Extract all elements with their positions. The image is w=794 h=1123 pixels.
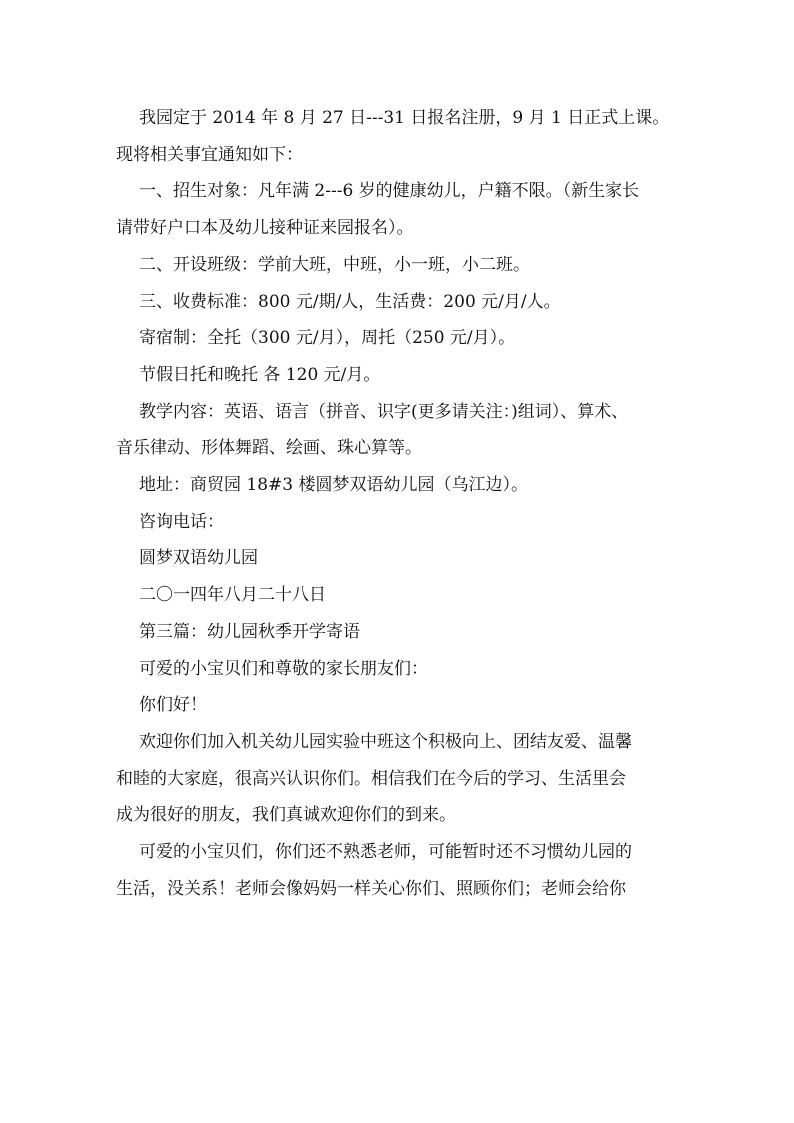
paragraph-line: 现将相关事宜通知如下：: [116, 144, 303, 165]
paragraph-salutation: 可爱的小宝贝们和尊敬的家长朋友们：: [139, 658, 428, 679]
paragraph-address: 地址：商贸园 18#3 楼圆梦双语幼儿园（乌江边）。: [139, 475, 528, 496]
paragraph-line: 和睦的大家庭，很高兴认识你们。相信我们在今后的学习、生活里会: [116, 768, 626, 789]
paragraph-line: 生活，没关系！老师会像妈妈一样关心你们、照顾你们；老师会给你: [116, 878, 626, 899]
paragraph-welcome: [116, 724, 682, 834]
paragraph-phone: 咨询电话：: [139, 511, 224, 532]
paragraph-line: 可爱的小宝贝们，你们还不熟悉老师，可能暂时还不习惯幼儿园的: [139, 842, 632, 863]
paragraph-children-message: [116, 834, 682, 907]
paragraph-line: 欢迎你们加入机关幼儿园实验中班这个积极向上、团结友爱、温馨: [139, 731, 632, 752]
paragraph-fees: 三、收费标准：800 元/期/人，生活费：200 元/月/人。: [139, 291, 561, 312]
paragraph-registration: [116, 100, 682, 173]
paragraph-line: 请带好户口本及幼儿接种证来园报名）。: [116, 218, 414, 239]
paragraph-signature: 圆梦双语幼儿园: [139, 548, 258, 569]
paragraph-date: 二〇一四年八月二十八日: [139, 585, 326, 606]
paragraph-holiday-care: 节假日托和晚托 各 120 元/月。: [139, 364, 381, 385]
paragraph-line: 教学内容：英语、语言（拼音、识字(更多请关注：)组词）、算术、: [139, 401, 629, 422]
paragraph-classes: 二、开设班级：学前大班，中班，小一班，小二班。: [139, 254, 530, 275]
paragraph-line: 一、招生对象：凡年满 2---6 岁的健康幼儿，户籍不限。（新生家长: [139, 181, 640, 202]
paragraph-enrollment-target: [116, 173, 682, 246]
paragraph-curriculum: [116, 394, 682, 467]
paragraph-greeting: 你们好！: [139, 695, 207, 716]
paragraph-boarding: 寄宿制：全托（300 元/月），周托（250 元/月）。: [139, 328, 516, 349]
paragraph-line: 我园定于 2014 年 8 月 27 日---31 日报名注册，9 月 1 日正式上课。: [139, 108, 670, 128]
section-heading: 第三篇：幼儿园秋季开学寄语: [139, 621, 360, 642]
paragraph-line: 音乐律动、形体舞蹈、绘画、珠心算等。: [116, 438, 422, 459]
document-body: [116, 100, 682, 907]
paragraph-line: 成为很好的朋友，我们真诚欢迎你们的到来。: [116, 805, 456, 826]
